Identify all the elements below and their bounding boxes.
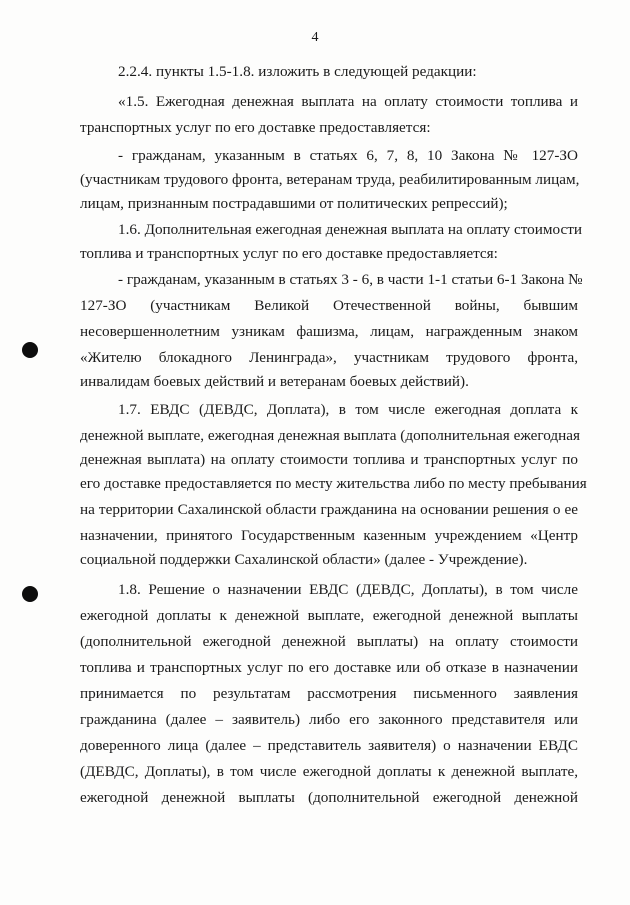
paragraph-line: транспортных услуг по его доставке предоставляется: [80,119,431,136]
paragraph-line: (ДЕВДС, Доплаты), в том числе ежегодной доплаты к денежной выплате, [80,763,578,780]
paragraph-line: топлива и транспортных услуг по его доставке предоставляется: [80,245,498,262]
paragraph-line: гражданина (далее – заявитель) либо его законного представителя или [80,711,578,728]
paragraph-line: ежегодной денежной выплаты (дополнительной ежегодной денежной [80,789,578,806]
paragraph-line: - гражданам, указанным в статьях 6, 7, 8, 10 Закона № 127-ЗО [118,147,578,164]
paragraph-line: (участникам трудового фронта, ветеранам труда, реабилитированным лицам, [80,171,580,188]
paragraph-line: денежная выплата) на оплату стоимости топлива и транспортных услуг по [80,451,578,468]
paragraph-line: (дополнительной ежегодной денежной выплаты) на оплату стоимости [80,633,578,650]
page-number: 4 [311,30,319,45]
paragraph-line: топлива и транспортных услуг по его доставке или об отказе в назначении [80,659,578,676]
paragraph-line: доверенного лица (далее – представитель заявителя) о назначении ЕВДС [80,737,578,754]
paragraph-line: 1.8. Решение о назначении ЕВДС (ДЕВДС, Доплаты), в том числе [118,581,578,598]
paragraph-line: несовершеннолетним узникам фашизма, лицам, награжденным знаком [80,323,578,340]
paragraph-line: «Жителю блокадного Ленинграда», участникам трудового фронта, [80,349,578,366]
paragraph-line: на территории Сахалинской области гражданина на основании решения о ее [80,501,578,518]
paragraph-line: ежегодной доплаты к денежной выплате, ежегодной денежной выплаты [80,607,578,624]
paragraph-line: - гражданам, указанным в статьях 3 - 6, в части 1-1 статьи 6-1 Закона № [118,271,583,288]
paragraph-line: социальной поддержки Сахалинской области» (далее - Учреждение). [80,551,528,568]
paragraph-line: назначении, принятого Государственным казенным учреждением «Центр [80,527,578,544]
punch-hole [22,586,38,602]
paragraph-line: 127-ЗО (участникам Великой Отечественной войны, бывшим [80,297,578,314]
paragraph-line: 2.2.4. пункты 1.5-1.8. изложить в следующей редакции: [118,63,477,80]
paragraph-line: «1.5. Ежегодная денежная выплата на оплату стоимости топлива и [118,93,578,110]
paragraph-line: денежной выплате, ежегодная денежная выплата (дополнительная ежегодная [80,427,580,444]
paragraph-line: лицам, признанным пострадавшими от политических репрессий); [80,195,508,212]
punch-hole [22,342,38,358]
paragraph-line: его доставке предоставляется по месту жительства либо по месту пребывания [80,475,587,492]
paragraph-line: 1.7. ЕВДС (ДЕВДС, Доплата), в том числе ежегодная доплата к [118,401,578,418]
paragraph-line: принимается по результатам рассмотрения письменного заявления [80,685,578,702]
paragraph-line: 1.6. Дополнительная ежегодная денежная выплата на оплату стоимости [118,221,582,238]
paragraph-line: инвалидам боевых действий и ветеранам боевых действий). [80,373,469,390]
